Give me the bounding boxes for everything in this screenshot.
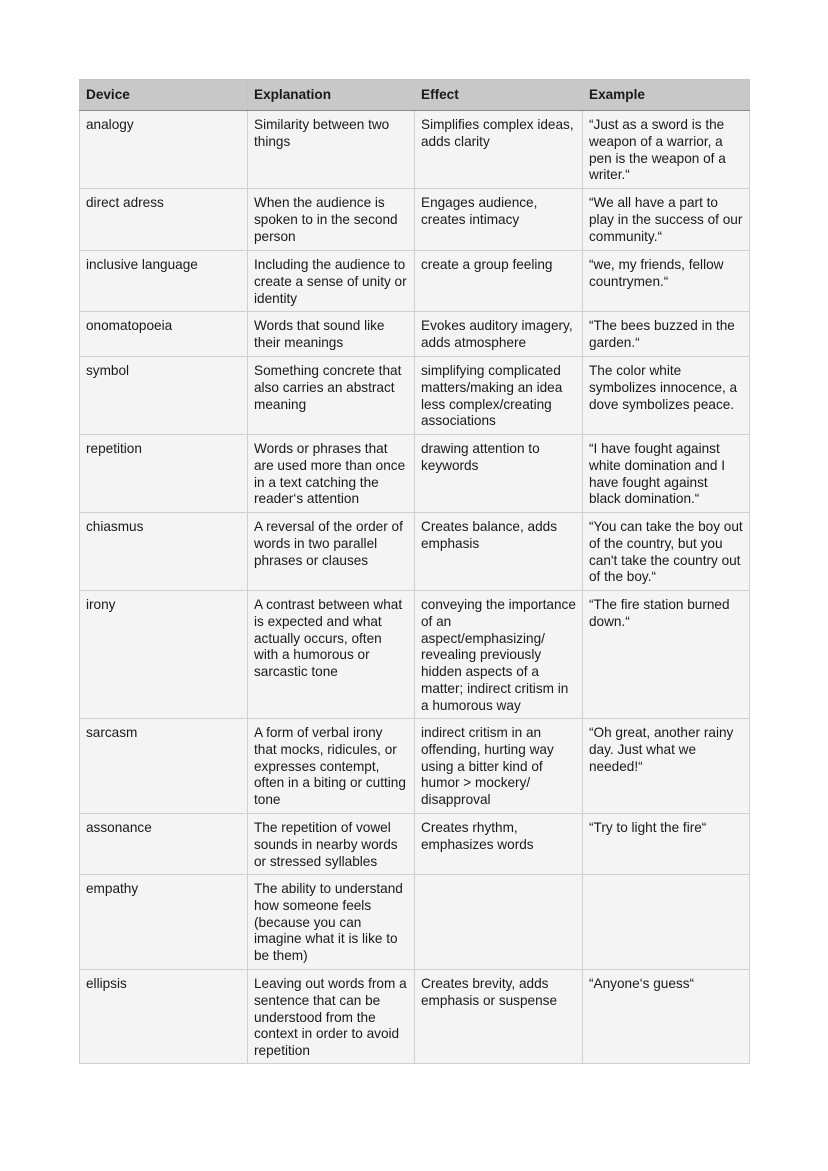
- device-cell: sarcasm: [80, 719, 248, 814]
- explanation-cell: Words or phrases that are used more than once in a text catching the reader‘s attention: [248, 435, 415, 513]
- example-cell: “Just as a sword is the weapon of a warrior, a pen is the weapon of a writer.“: [583, 111, 750, 189]
- effect-cell: Simplifies complex ideas, adds clarity: [415, 111, 583, 189]
- effect-cell: simplifying complicated matters/making an idea less complex/creating associations: [415, 357, 583, 435]
- example-cell: The color white symbolizes innocence, a dove symbolizes peace.: [583, 357, 750, 435]
- explanation-cell: The ability to understand how someone feels (because you can imagine what it is like to be them): [248, 875, 415, 970]
- device-cell: assonance: [80, 814, 248, 875]
- explanation-cell: When the audience is spoken to in the second person: [248, 189, 415, 251]
- table-row: [80, 719, 750, 814]
- example-cell: “Anyone‘s guess“: [583, 970, 750, 1064]
- table-row: [80, 189, 750, 251]
- device-cell: inclusive language: [80, 251, 248, 312]
- device-cell: chiasmus: [80, 513, 248, 591]
- explanation-cell: Including the audience to create a sense of unity or identity: [248, 251, 415, 312]
- table-row: [80, 111, 750, 189]
- example-cell: “we, my friends, fellow countrymen.“: [583, 251, 750, 312]
- effect-cell: drawing attention to keywords: [415, 435, 583, 513]
- effect-cell: conveying the importance of an aspect/emphasizing/ revealing previously hidden aspects of a matter; indirect critism in a humorous way: [415, 591, 583, 719]
- explanation-cell: Something concrete that also carries an abstract meaning: [248, 357, 415, 435]
- effect-cell: create a group feeling: [415, 251, 583, 312]
- example-cell: [583, 875, 750, 970]
- header-effect: Effect: [415, 80, 583, 111]
- effect-cell: Creates rhythm, emphasizes words: [415, 814, 583, 875]
- effect-cell: Engages audience, creates intimacy: [415, 189, 583, 251]
- device-cell: analogy: [80, 111, 248, 189]
- explanation-cell: Leaving out words from a sentence that can be understood from the context in order to avoid repetition: [248, 970, 415, 1064]
- device-cell: direct adress: [80, 189, 248, 251]
- table-row: [80, 251, 750, 312]
- example-cell: “The fire station burned down.“: [583, 591, 750, 719]
- table-row: [80, 513, 750, 591]
- device-cell: irony: [80, 591, 248, 719]
- table-row: [80, 814, 750, 875]
- explanation-cell: Words that sound like their meanings: [248, 312, 415, 357]
- effect-cell: Evokes auditory imagery, adds atmosphere: [415, 312, 583, 357]
- table-header-row: [80, 80, 750, 111]
- effect-cell: Creates brevity, adds emphasis or suspense: [415, 970, 583, 1064]
- example-cell: “Try to light the fire“: [583, 814, 750, 875]
- table-row: [80, 970, 750, 1064]
- device-cell: onomatopoeia: [80, 312, 248, 357]
- effect-cell: [415, 875, 583, 970]
- table-row: [80, 435, 750, 513]
- device-cell: empathy: [80, 875, 248, 970]
- effect-cell: Creates balance, adds emphasis: [415, 513, 583, 591]
- table-row: [80, 312, 750, 357]
- example-cell: “I have fought against white domination and I have fought against black domination.“: [583, 435, 750, 513]
- header-explanation: Explanation: [248, 80, 415, 111]
- device-cell: ellipsis: [80, 970, 248, 1064]
- header-device: Device: [80, 80, 248, 111]
- header-example: Example: [583, 80, 750, 111]
- explanation-cell: A reversal of the order of words in two parallel phrases or clauses: [248, 513, 415, 591]
- explanation-cell: The repetition of vowel sounds in nearby words or stressed syllables: [248, 814, 415, 875]
- explanation-cell: A contrast between what is expected and what actually occurs, often with a humorous or sarcastic tone: [248, 591, 415, 719]
- rhetorical-devices-table: [79, 79, 750, 1064]
- device-cell: repetition: [80, 435, 248, 513]
- explanation-cell: A form of verbal irony that mocks, ridicules, or expresses contempt, often in a biting or cutting tone: [248, 719, 415, 814]
- example-cell: “We all have a part to play in the success of our community.“: [583, 189, 750, 251]
- table-row: [80, 357, 750, 435]
- table-row: [80, 591, 750, 719]
- effect-cell: indirect critism in an offending, hurting way using a bitter kind of humor > mockery/ disapproval: [415, 719, 583, 814]
- example-cell: “The bees buzzed in the garden.“: [583, 312, 750, 357]
- explanation-cell: Similarity between two things: [248, 111, 415, 189]
- device-cell: symbol: [80, 357, 248, 435]
- table-row: [80, 875, 750, 970]
- example-cell: “You can take the boy out of the country, but you can't take the country out of the boy.“: [583, 513, 750, 591]
- example-cell: “Oh great, another rainy day. Just what we needed!“: [583, 719, 750, 814]
